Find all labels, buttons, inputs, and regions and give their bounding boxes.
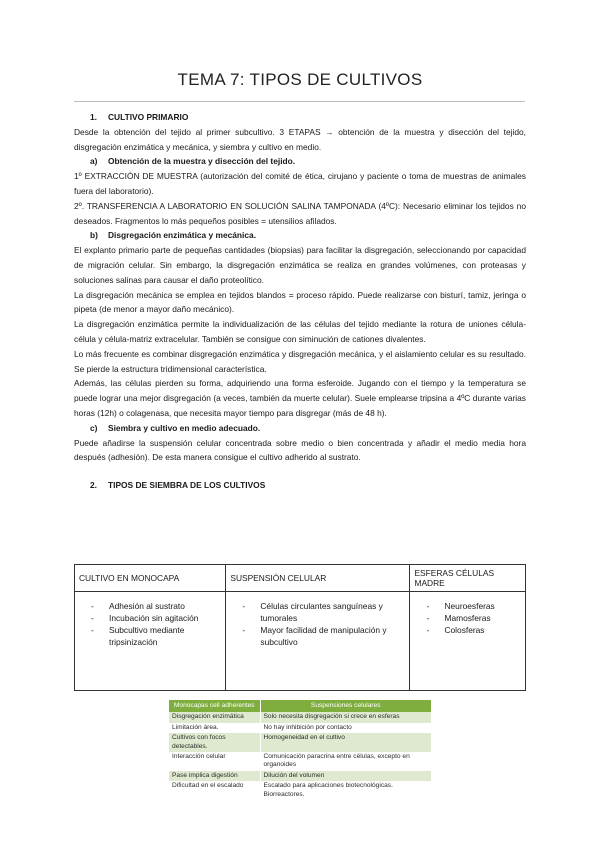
list-item: [230, 624, 405, 648]
comparison-table: [169, 700, 431, 800]
list-item-text: Neuroesferas: [444, 601, 495, 611]
spheres-cell: [410, 592, 526, 691]
document-body: [74, 110, 526, 493]
suspension-list: [230, 600, 405, 648]
comparison-cell: Dificultad en el escalado: [169, 781, 260, 800]
subsection-b-title: Disgregación enzimática y mecánica.: [108, 230, 257, 241]
subsection-c-letter: c): [90, 422, 98, 433]
subsection-a-title: Obtención de la muestra y disección del tejido.: [108, 156, 296, 167]
comparison-cell: Interacción celular: [169, 752, 260, 771]
subsection-c-heading: [74, 421, 526, 436]
list-item: [79, 624, 221, 648]
bullet-dash: -: [426, 613, 430, 623]
spheres-list: [414, 600, 521, 636]
comparison-header-suspension: Suspensiones celulares: [260, 700, 431, 712]
table-row: [169, 752, 431, 771]
list-item: [414, 612, 521, 624]
bullet-dash: -: [91, 601, 94, 611]
monolayer-list: [79, 600, 221, 648]
monolayer-cell: [75, 592, 226, 691]
bullet-dash: -: [242, 625, 246, 635]
title-divider: [74, 101, 525, 102]
list-item-text: Colosferas: [444, 625, 485, 635]
header-monolayer: CULTIVO EN MONOCAPA: [75, 565, 226, 592]
list-item-text: Mayor facilidad de manipulación y subcultivo: [260, 625, 387, 647]
subsection-a-paragraph-2: 2º. TRANSFERENCIA A LABORATORIO EN SOLUCIÓN SALINA TAMPONADA (4ºC): Necesario eliminar los tejidos no deseados. Fragmentos lo más pequeños posibles = utensilios afilados.: [74, 200, 526, 226]
subsection-a-paragraph-1: 1º EXTRACCIÓN DE MUESTRA (autorización del comité de ética, cirujano y paciente o toma de muestras de animales fuera del laboratorio).: [74, 171, 526, 196]
section-1-intro: Desde la obtención del tejido al primer subcultivo. 3 ETAPAS → obtención de la muestra y disección del tejido, disgregación enzimática y mecánica, y siembra y cultivo en medio.: [74, 126, 526, 152]
list-item: [414, 624, 521, 636]
list-item: [414, 600, 521, 612]
comparison-cell: Limitación área.: [169, 723, 260, 733]
bullet-dash: -: [91, 625, 94, 635]
section-1-title: CULTIVO PRIMARIO: [108, 112, 189, 122]
subsection-b-paragraph-1: El explanto primario parte de pequeñas cantidades (biopsias) para facilitar la disgregación, seleccionando por capacidad de migración celular. Sin embargo, la disgregación enzimática se realiza en grandes volúmenes, con proteasas y soluciones salinas para causar el daño proteolítico.: [74, 245, 526, 285]
subsection-a-heading: [74, 154, 526, 169]
comparison-header-row: [169, 700, 431, 712]
subsection-b-paragraph-3: La disgregación enzimática permite la individualización de las células del tejido mediante la rotura de uniones célula-célula y célula-matriz extracelular. También se consigue con siminución de cationes divalentes.: [74, 319, 526, 344]
comparison-cell: Pase implica digestión: [169, 771, 260, 781]
subsection-b-letter: b): [90, 230, 98, 241]
seeding-types-table: [74, 564, 526, 691]
table-row: [75, 592, 526, 691]
section-spacer: [74, 465, 526, 478]
list-item: [230, 600, 405, 624]
subsection-b-paragraph-4: Lo más frecuente es combinar disgregación enzimática y disgregación mecánica, y el aislamiento celular es su resultado. Se pierde la estructura tridimensional característica.: [74, 348, 526, 374]
section-2-number: 2.: [90, 480, 97, 491]
subsection-b-heading: [74, 228, 526, 243]
subsection-c-paragraph-1: Puede añadirse la suspensión celular concentrada sobre medio o bien concentrada y añadir el medio media hora después (adhesión). De esta manera consigue el cultivo adherido al sustrato.: [74, 437, 526, 463]
section-2-title: TIPOS DE SIEMBRA DE LOS CULTIVOS: [108, 480, 266, 491]
bullet-dash: -: [242, 601, 246, 611]
section-2-heading: [74, 478, 526, 493]
table-row: [169, 712, 431, 722]
table-row: [169, 733, 431, 752]
list-item-text: Subcultivo mediante tripsinización: [109, 625, 185, 647]
section-1-number: 1.: [90, 112, 97, 122]
table-row: [169, 723, 431, 733]
comparison-cell: Solo necesita disgregación si crece en esferas: [260, 712, 431, 722]
comparison-cell: Homogeneidad en el cultivo: [260, 733, 431, 752]
list-item: [79, 600, 221, 612]
subsection-c-title: Siembra y cultivo en medio adecuado.: [108, 422, 261, 433]
table-row: [169, 781, 431, 800]
table-row: [169, 771, 431, 781]
subsection-a-letter: a): [90, 156, 98, 167]
subsection-b-paragraph-5: Además, las células pierden su forma, adquiriendo una forma esferoide. Jugando con el tiempo y la temperatura se puede lograr una mejor disgregación (a veces, también da muerte celular). Suele emplearse tripsina a 4ºC durante varias horas (12h) o colagenasa, que necesita mayor tiempo para disgregar (más de 48 h).: [74, 378, 526, 418]
list-item-text: Mamosferas: [444, 613, 491, 623]
comparison-cell: Dilución del volumen: [260, 771, 431, 781]
comparison-cell: Disgregación enzimática: [169, 712, 260, 722]
comparison-header-monolayer: Monocapas cell adherentes: [169, 700, 260, 712]
list-item-text: Adhesión al sustrato: [109, 601, 185, 611]
bullet-dash: -: [91, 613, 94, 623]
table-header-row: [75, 565, 526, 592]
bullet-dash: -: [426, 625, 430, 635]
list-item: [79, 612, 221, 624]
list-item-text: Incubación sin agitación: [109, 613, 199, 623]
suspension-cell: [226, 592, 410, 691]
subsection-b-paragraph-2: La disgregación mecánica se emplea en tejidos blandos = proceso rápido. Puede realizarse con bisturí, tamiz, jeringa o pipeta (de menor a mayor daño mecánico).: [74, 289, 526, 315]
comparison-cell: Escalado para aplicaciones biotecnológicas. Biorreactores.: [260, 781, 431, 800]
comparison-cell: Cultivos con focos detectables.: [169, 733, 260, 752]
section-1-heading: [74, 110, 526, 125]
header-suspension: SUSPENSIÓN CELULAR: [226, 565, 410, 592]
comparison-cell: Comunicación paracrina entre células, excepto en organoides: [260, 752, 431, 771]
header-spheres: ESFERAS CÉLULAS MADRE: [410, 565, 526, 592]
page-title: TEMA 7: TIPOS DE CULTIVOS: [177, 70, 423, 89]
comparison-cell: No hay inhibición por contacto: [260, 723, 431, 733]
bullet-dash: -: [426, 601, 430, 611]
list-item-text: Células circulantes sanguíneas y tumorales: [260, 601, 383, 623]
